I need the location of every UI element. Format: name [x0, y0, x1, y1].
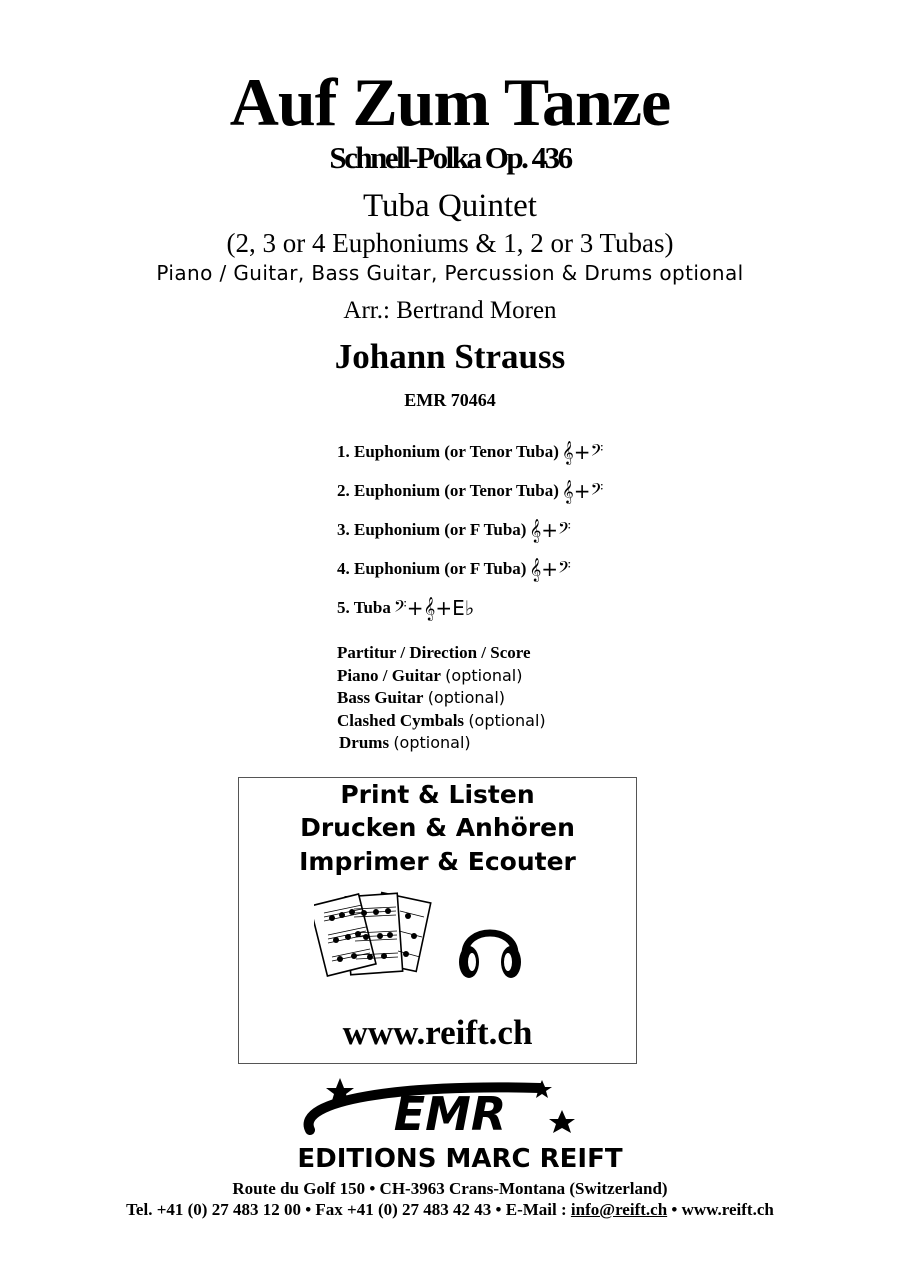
emr-logo — [240, 1072, 680, 1172]
print-listen-box — [238, 777, 637, 1064]
sheet-music-icon — [314, 891, 444, 987]
part-label: 2. Euphonium (or Tenor Tuba) — [337, 480, 559, 500]
extra-label: Clashed Cymbals — [337, 710, 465, 730]
part-item — [337, 432, 797, 471]
contact-web[interactable]: • www.reift.ch — [667, 1200, 774, 1219]
promo-line-en: Print & Listen — [340, 780, 535, 809]
part-label: 1. Euphonium (or Tenor Tuba) — [337, 441, 559, 461]
publisher-contact — [0, 1199, 900, 1221]
publisher-address: Route du Golf 150 • CH-3963 Crans-Montana (Switzerland) — [232, 1179, 668, 1198]
page-title: Auf Zum Tanze — [229, 64, 671, 140]
part-item — [337, 471, 797, 510]
logo-mark: EMR — [393, 1087, 507, 1141]
part-item — [337, 549, 797, 588]
promo-line-de: Drucken & Anhören — [300, 813, 575, 842]
clef-icon: 𝄢+𝄞+E♭ — [393, 595, 475, 620]
extra-label: Drums — [339, 733, 390, 752]
parts-list — [337, 432, 797, 627]
clef-icon: 𝄞+𝄢 — [529, 517, 571, 542]
arranger: Arr.: Bertrand Moren — [343, 297, 557, 324]
part-item — [337, 588, 797, 627]
clef-icon: 𝄞+𝄢 — [561, 478, 604, 503]
email-link[interactable]: info@reift.ch — [570, 1200, 668, 1219]
clef-icon: 𝄞+𝄢 — [561, 439, 604, 464]
instrumentation-description: (2, 3 or 4 Euphoniums & 1, 2 or 3 Tubas) — [226, 228, 674, 258]
logo-name: EDITIONS MARC REIFT — [297, 1144, 623, 1172]
part-label: 4. Euphonium (or F Tuba) — [337, 558, 527, 578]
extra-item — [337, 687, 797, 710]
extra-label: Bass Guitar — [337, 688, 424, 707]
headphones-icon — [455, 914, 525, 984]
contact-phone-fax: Tel. +41 (0) 27 483 12 00 • Fax +41 (0) 27 483 42 43 • E-Mail : — [126, 1200, 571, 1219]
part-item — [337, 510, 797, 549]
subtitle: Schnell-Polka Op. 436 — [329, 140, 571, 175]
part-label: 3. Euphonium (or F Tuba) — [337, 519, 527, 539]
extra-label: Partitur / Direction / Score — [337, 643, 531, 662]
extra-note: (optional) — [445, 665, 523, 685]
extra-label: Piano / Guitar — [337, 665, 441, 685]
optional-instruments: Piano / Guitar, Bass Guitar, Percussion & Drums optional — [156, 261, 744, 285]
extra-item — [337, 665, 797, 688]
instrumentation: Tuba Quintet — [363, 188, 537, 224]
extra-note: (optional) — [427, 688, 506, 707]
extra-item — [337, 710, 797, 733]
part-label: 5. Tuba — [337, 597, 391, 617]
extra-note: (optional) — [393, 733, 471, 752]
extra-item — [337, 642, 797, 665]
clef-icon: 𝄞+𝄢 — [529, 556, 571, 581]
extra-item — [337, 732, 797, 755]
catalog-number: EMR 70464 — [404, 390, 496, 410]
extras-list — [337, 642, 797, 755]
promo-line-fr: Imprimer & Ecouter — [299, 847, 576, 876]
extra-note: (optional) — [468, 710, 546, 730]
website-url[interactable]: www.reift.ch — [342, 1013, 533, 1052]
composer: Johann Strauss — [334, 337, 566, 376]
